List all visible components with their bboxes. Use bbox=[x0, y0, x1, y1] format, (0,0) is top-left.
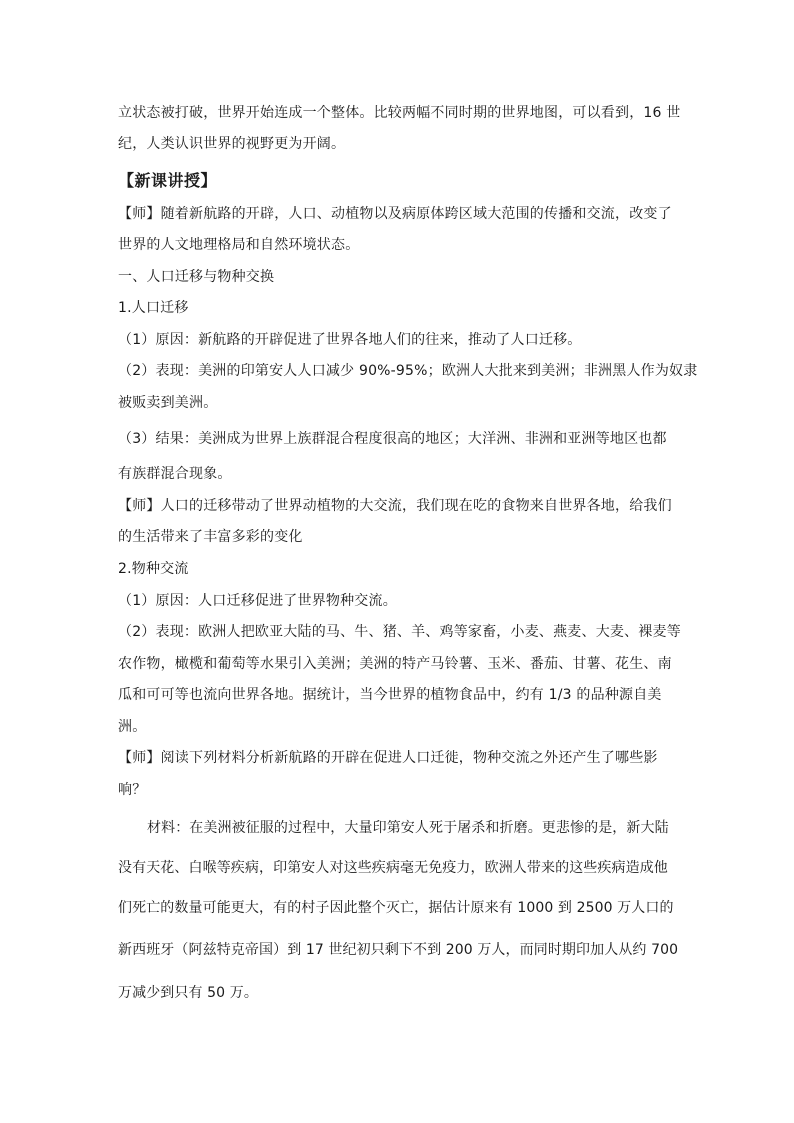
section-heading: 【新课讲授】 bbox=[118, 171, 218, 190]
subsection-heading: 一、人口迁移与物种交换 bbox=[118, 269, 275, 285]
list-item-continuation: 瓜和可可等也流向世界各地。据统计，当今世界的植物食品中，约有 1/3 的品种源自美 bbox=[118, 687, 662, 703]
list-item-continuation: 农作物，橄榄和葡萄等水果引入美洲；美洲的特产马铃薯、玉米、番茄、甘薯、花生、南 bbox=[118, 656, 672, 672]
list-item: （1）原因：新航路的开辟促进了世界各地人们的往来，推动了人口迁移。 bbox=[118, 332, 582, 348]
material-paragraph-line: 新西班牙（阿兹特克帝国）到 17 世纪初只剩下不到 200 万人，而同时期印加人从约 700 bbox=[118, 942, 679, 958]
item-heading: 2.物种交流 bbox=[118, 561, 189, 577]
list-item-continuation: 有族群混合现象。 bbox=[118, 466, 232, 482]
paragraph-line: 世界的人文地理格局和自然环境状态。 bbox=[118, 237, 360, 253]
paragraph-line: 的生活带来了丰富多彩的变化 bbox=[118, 529, 303, 545]
list-item: （3）结果：美洲成为世界上族群混合程度很高的地区；大洋洲、非洲和亚洲等地区也都 bbox=[118, 431, 667, 447]
list-item-continuation: 洲。 bbox=[118, 719, 147, 735]
material-paragraph-line: 材料：在美洲被征服的过程中，大量印第安人死于屠杀和折磨。更悲惨的是，新大陆 bbox=[147, 820, 669, 836]
teacher-paragraph-line: 【师】人口的迁移带动了世界动植物的大交流，我们现在吃的食物来自世界各地，给我们 bbox=[118, 498, 672, 514]
list-item: （2）表现：欧洲人把欧亚大陆的马、牛、猪、羊、鸡等家畜，小麦、燕麦、大麦、裸麦等 bbox=[118, 624, 681, 640]
paragraph-line: 纪，人类认识世界的视野更为开阔。 bbox=[118, 136, 346, 152]
material-paragraph-line: 没有天花、白喉等疾病，印第安人对这些疾病毫无免疫力，欧洲人带来的这些疾病造成他 bbox=[118, 860, 668, 876]
teacher-paragraph-line: 【师】随着新航路的开辟，人口、动植物以及病原体跨区域大范围的传播和交流，改变了 bbox=[118, 206, 672, 222]
list-item-continuation: 被贩卖到美洲。 bbox=[118, 395, 218, 411]
material-paragraph-line: 们死亡的数量可能更大，有的村子因此整个灭亡，据估计原来有 1000 到 2500 万人口的 bbox=[118, 900, 674, 916]
material-paragraph-line: 万减少到只有 50 万。 bbox=[118, 985, 258, 1001]
item-heading: 1.人口迁移 bbox=[118, 300, 189, 316]
teacher-paragraph-line: 【师】阅读下列材料分析新航路的开辟在促进人口迁徙，物种交流之外还产生了哪些影 bbox=[118, 750, 658, 766]
paragraph-line: 立状态被打破，世界开始连成一个整体。比较两幅不同时期的世界地图，可以看到，16 世 bbox=[118, 105, 681, 121]
list-item: （1）原因：人口迁移促进了世界物种交流。 bbox=[118, 593, 397, 609]
list-item: （2）表现：美洲的印第安人人口减少 90%-95%；欧洲人大批来到美洲；非洲黑人作为奴隶 bbox=[118, 363, 698, 379]
paragraph-line: 响？ bbox=[118, 782, 147, 798]
